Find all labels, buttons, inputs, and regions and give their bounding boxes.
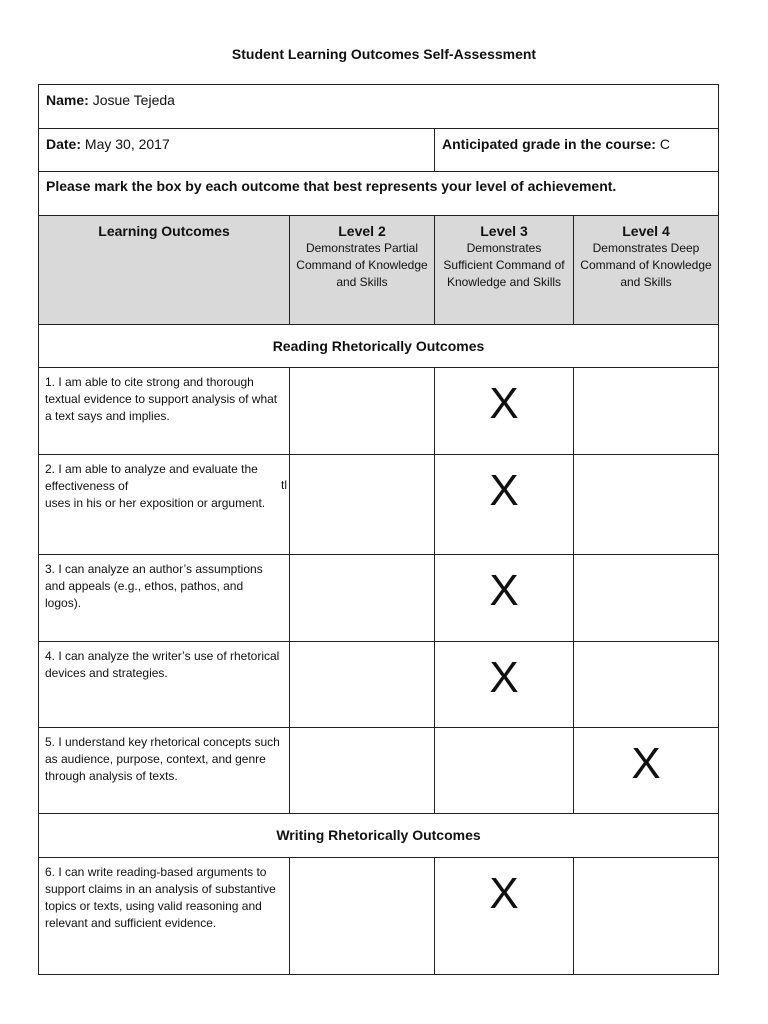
checkbox-level-3[interactable]	[435, 858, 574, 975]
checkbox-level-2[interactable]	[290, 455, 435, 555]
section-row	[39, 814, 719, 858]
name-row	[39, 85, 719, 129]
x-mark: X	[631, 739, 661, 788]
outcome-text-1	[39, 368, 290, 455]
section-title-writing: Writing Rhetorically Outcomes	[39, 814, 719, 858]
checkbox-level-2[interactable]	[290, 642, 435, 728]
checkbox-level-2[interactable]	[290, 555, 435, 642]
outcome-row	[39, 642, 719, 728]
x-mark: X	[489, 379, 519, 428]
outcome-row	[39, 368, 719, 455]
outcome-text-3	[39, 555, 290, 642]
outcome-row	[39, 455, 719, 555]
header-level-2	[290, 216, 435, 325]
page-title: Student Learning Outcomes Self-Assessment	[231, 46, 537, 62]
header-level-4	[574, 216, 719, 325]
grade-label: Anticipated grade in the course:	[442, 136, 656, 152]
outcome-text: 4. I can analyze the writer’s use of rhetorical devices and strategies.	[45, 649, 280, 680]
checkbox-level-4[interactable]	[574, 728, 719, 814]
x-mark: X	[489, 466, 519, 515]
header-level-3-desc: Demonstrates Sufficient Command of Knowledge and Skills	[443, 241, 565, 289]
header-level-4-desc: Demonstrates Deep Command of Knowledge and Skills	[580, 241, 712, 289]
header-level-2-desc: Demonstrates Partial Command of Knowledge and Skills	[296, 241, 428, 289]
checkbox-level-4[interactable]	[574, 455, 719, 555]
assessment-table	[38, 84, 719, 975]
instruction-text: Please mark the box by each outcome that best represents your level of achievement.	[39, 172, 719, 216]
checkbox-level-4[interactable]	[574, 858, 719, 975]
x-mark: X	[489, 566, 519, 615]
outcome-text: 3. I can analyze an author’s assumptions and appeals (e.g., ethos, pathos, and logos).	[45, 562, 263, 610]
checkbox-level-3[interactable]	[435, 455, 574, 555]
instruction-row	[39, 172, 719, 216]
checkbox-level-2[interactable]	[290, 368, 435, 455]
section-row	[39, 325, 719, 368]
outcome-row	[39, 555, 719, 642]
outcome-text: 1. I am able to cite strong and thorough textual evidence to support analysis of what a text says and implies.	[45, 375, 278, 423]
checkbox-level-2[interactable]	[290, 728, 435, 814]
outcome-text-4	[39, 642, 290, 728]
stray-text-fragment: tl	[281, 478, 287, 492]
date-value: May 30, 2017	[84, 136, 170, 152]
outcome-text-5	[39, 728, 290, 814]
outcome-text: 2. I am able to analyze and evaluate the effectiveness of	[45, 462, 258, 493]
header-level-3-name: Level 3	[480, 223, 528, 239]
checkbox-level-3[interactable]	[435, 555, 574, 642]
grade-value: C	[659, 136, 670, 152]
x-mark: X	[489, 653, 519, 702]
outcome-row	[39, 728, 719, 814]
checkbox-level-4[interactable]	[574, 368, 719, 455]
outcome-text-6	[39, 858, 290, 975]
outcome-text-continued: uses in his or her exposition or argument.	[45, 496, 266, 510]
header-outcomes-label: Learning Outcomes	[98, 223, 230, 239]
header-level-2-name: Level 2	[338, 223, 386, 239]
grade-cell	[435, 129, 719, 172]
checkbox-level-3[interactable]	[435, 642, 574, 728]
date-row	[39, 129, 719, 172]
outcome-row	[39, 858, 719, 975]
name-cell	[39, 85, 719, 129]
outcome-text: 5. I understand key rhetorical concepts such as audience, purpose, context, and genre through analysis of texts.	[45, 735, 280, 783]
section-title-reading: Reading Rhetorically Outcomes	[39, 325, 719, 368]
x-mark: X	[489, 869, 519, 918]
header-row	[39, 216, 719, 325]
header-outcomes	[39, 216, 290, 325]
header-level-3	[435, 216, 574, 325]
checkbox-level-3[interactable]	[435, 728, 574, 814]
date-cell	[39, 129, 435, 172]
checkbox-level-4[interactable]	[574, 642, 719, 728]
checkbox-level-2[interactable]	[290, 858, 435, 975]
outcome-text: 6. I can write reading-based arguments to support claims in an analysis of substantive topics or texts, using valid reasoning and relevant and sufficient evidence.	[45, 865, 276, 930]
checkbox-level-3[interactable]	[435, 368, 574, 455]
name-value: Josue Tejeda	[92, 92, 175, 108]
date-label: Date:	[46, 136, 82, 152]
checkbox-level-4[interactable]	[574, 555, 719, 642]
header-level-4-name: Level 4	[622, 223, 670, 239]
name-label: Name:	[46, 92, 89, 108]
outcome-text-2	[39, 455, 290, 555]
